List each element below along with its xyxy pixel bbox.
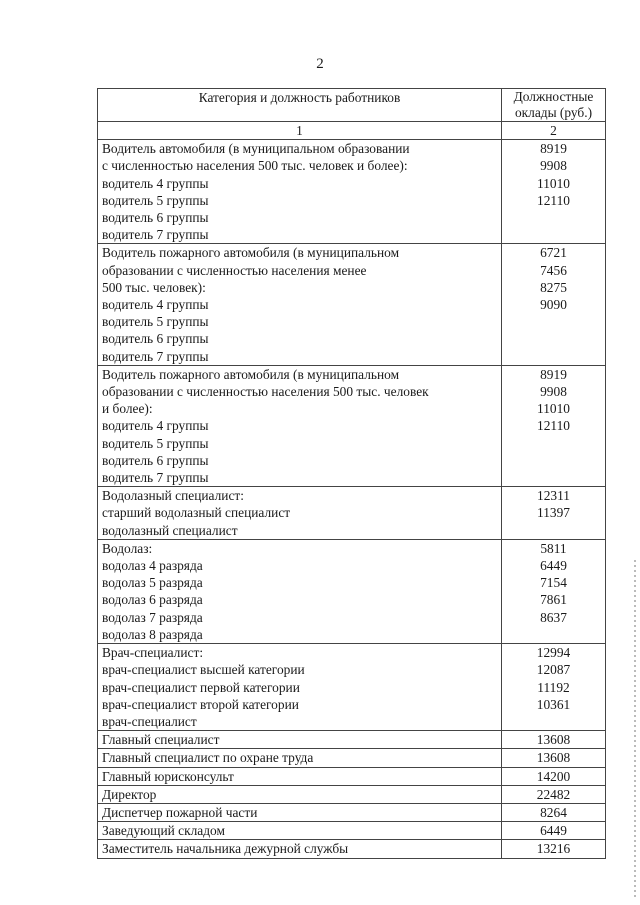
salary-value: 13216	[502, 840, 606, 858]
position-name: врач-специалист	[102, 713, 197, 729]
salary-value: 10361	[536, 696, 571, 712]
salary-value: 11192	[537, 679, 570, 695]
position-name: Главный юрисконсульт	[98, 767, 502, 785]
position-name: Диспетчер пожарной части	[98, 803, 502, 821]
position-name: водолазный специалист	[102, 522, 238, 538]
salary-value: 6449	[540, 558, 567, 574]
salary-value: 11397	[537, 505, 570, 521]
column-number-1: 1	[98, 122, 502, 140]
salary-value: 6721	[540, 245, 567, 261]
salary-value: 8275	[540, 279, 567, 295]
group-names-cell	[98, 140, 502, 244]
group-salaries-cell	[502, 244, 606, 365]
group-salaries-cell	[502, 487, 606, 540]
position-name: водитель 5 группы	[102, 435, 209, 451]
position-name: водитель 4 группы	[102, 297, 209, 313]
group-names-cell	[98, 244, 502, 365]
table-row	[98, 803, 606, 821]
table-row	[98, 749, 606, 767]
table-header-row	[98, 89, 606, 122]
position-name: Директор	[98, 785, 502, 803]
salary-value: 7456	[540, 262, 567, 278]
salary-value: 13608	[502, 749, 606, 767]
table-row	[98, 785, 606, 803]
salary-value: 11010	[537, 175, 570, 191]
group-title-line: Водолаз:	[102, 540, 153, 556]
table-row-group	[98, 140, 606, 244]
group-title-line: Водитель пожарного автомобиля (в муниципальном	[102, 245, 400, 261]
salary-value: 11010	[537, 401, 570, 417]
salary-value: 12311	[537, 488, 570, 504]
group-title-line: Водитель пожарного автомобиля (в муниципальном	[102, 366, 400, 382]
position-name: водитель 6 группы	[102, 452, 209, 468]
table-row	[98, 731, 606, 749]
position-name: водитель 4 группы	[102, 418, 209, 434]
position-name: водолаз 7 разряда	[102, 609, 203, 625]
group-title-line: и более):	[102, 401, 153, 417]
salary-value: 8637	[540, 609, 567, 625]
group-title-line: 500 тыс. человек):	[102, 279, 206, 295]
position-name: старший водолазный специалист	[102, 505, 291, 521]
group-title-line: образовании с численностью населения 500 тыс. человек	[102, 384, 429, 400]
salary-value: 8919	[540, 141, 567, 157]
group-title-line: образовании с численностью населения менее	[102, 262, 367, 278]
salary-value: 7861	[540, 592, 567, 608]
table-row-group	[98, 244, 606, 365]
group-title-line: с численностью населения 500 тыс. человек и более):	[102, 158, 408, 174]
position-name: водитель 7 группы	[102, 470, 209, 486]
group-names-cell	[98, 539, 502, 643]
group-salaries-cell	[502, 644, 606, 731]
salary-value: 13608	[502, 731, 606, 749]
table-body	[98, 140, 606, 858]
salary-value: 14200	[502, 767, 606, 785]
salary-value: 9090	[540, 297, 567, 313]
position-name: врач-специалист второй категории	[102, 696, 299, 712]
group-title-line: Водитель автомобиля (в муниципальном образовании	[102, 141, 410, 157]
position-name: врач-специалист высшей категории	[102, 662, 305, 678]
position-name: Заведующий складом	[98, 822, 502, 840]
table-row-group	[98, 365, 606, 486]
table-row-group	[98, 644, 606, 731]
position-name: водитель 4 группы	[102, 175, 209, 191]
position-name: водитель 6 группы	[102, 331, 209, 347]
position-name: водолаз 8 разряда	[102, 626, 203, 642]
header-salary: Должностные оклады (руб.)	[502, 89, 606, 122]
column-number-row	[98, 122, 606, 140]
salary-value: 5811	[540, 540, 567, 556]
salary-table	[97, 88, 606, 859]
position-name: Заместитель начальника дежурной службы	[98, 840, 502, 858]
group-salaries-cell	[502, 365, 606, 486]
position-name: водолаз 5 разряда	[102, 575, 203, 591]
position-name: врач-специалист первой категории	[102, 679, 300, 695]
salary-value: 12110	[537, 192, 570, 208]
group-names-cell	[98, 644, 502, 731]
table-row-group	[98, 539, 606, 643]
position-name: водолаз 6 разряда	[102, 592, 203, 608]
position-name: водитель 7 группы	[102, 227, 209, 243]
column-number-2: 2	[502, 122, 606, 140]
position-name: водитель 7 группы	[102, 348, 209, 364]
group-names-cell	[98, 487, 502, 540]
position-name: водитель 5 группы	[102, 314, 209, 330]
table-row	[98, 767, 606, 785]
position-name: водолаз 4 разряда	[102, 558, 203, 574]
position-name: Главный специалист по охране труда	[98, 749, 502, 767]
salary-value: 22482	[502, 785, 606, 803]
position-name: водитель 5 группы	[102, 192, 209, 208]
header-category-position: Категория и должность работников	[98, 89, 502, 122]
page-number: 2	[316, 56, 324, 72]
group-salaries-cell	[502, 539, 606, 643]
group-names-cell	[98, 365, 502, 486]
group-title-line: Водолазный специалист:	[102, 488, 244, 504]
position-name: Главный специалист	[98, 731, 502, 749]
table-row-group	[98, 487, 606, 540]
position-name: водитель 6 группы	[102, 210, 209, 226]
salary-value: 9908	[540, 158, 567, 174]
group-title-line: Врач-специалист:	[102, 645, 204, 661]
salary-value: 6449	[502, 822, 606, 840]
salary-value: 8264	[502, 803, 606, 821]
scan-edge-mark	[634, 560, 636, 900]
salary-value: 12994	[536, 645, 571, 661]
salary-value: 9908	[540, 384, 567, 400]
table-row	[98, 822, 606, 840]
salary-value: 12087	[536, 662, 571, 678]
salary-value: 8919	[540, 366, 567, 382]
salary-value: 12110	[537, 418, 570, 434]
group-salaries-cell	[502, 140, 606, 244]
salary-value: 7154	[540, 575, 567, 591]
table-row	[98, 840, 606, 858]
